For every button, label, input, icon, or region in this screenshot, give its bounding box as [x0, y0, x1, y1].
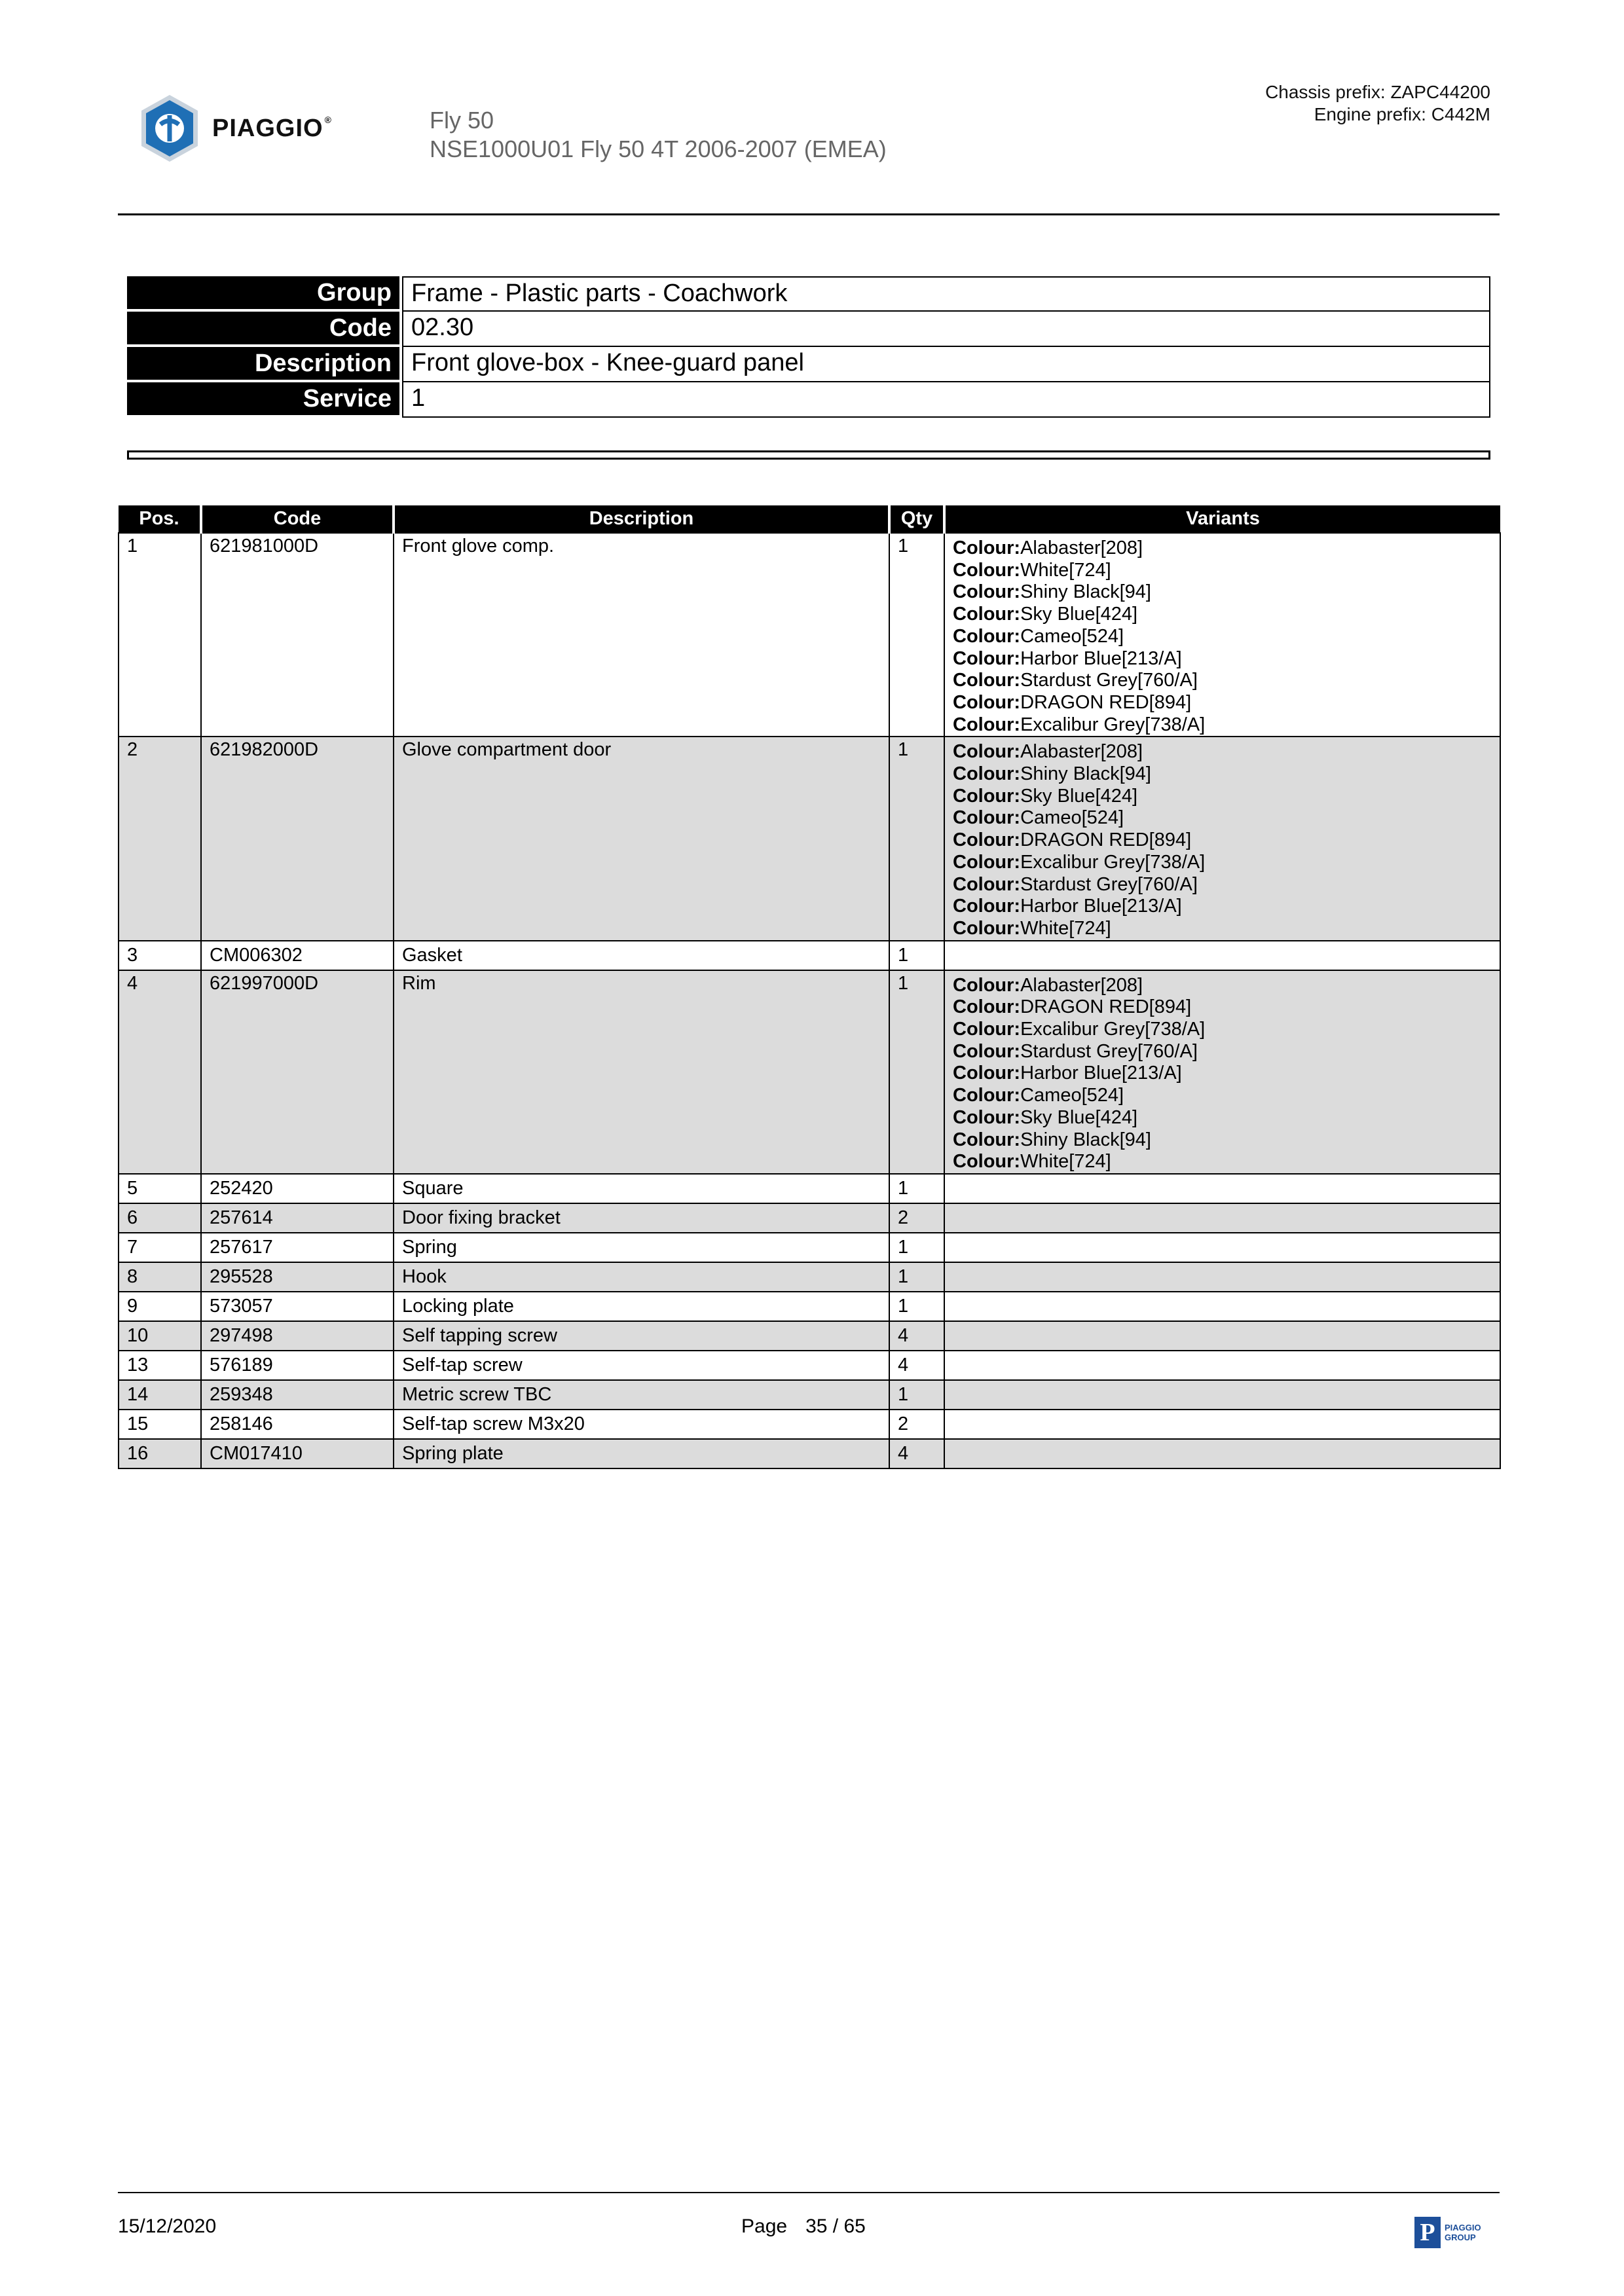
cell-pos: 5 — [119, 1174, 201, 1203]
variant-key: Colour: — [953, 647, 1021, 669]
cell-variants — [944, 1262, 1500, 1292]
variant-key: Colour: — [953, 896, 1021, 917]
variant-value: Stardust Grey[760/A] — [1020, 1040, 1198, 1062]
group-logo-line2: GROUP — [1445, 2232, 1476, 2242]
variant-line — [953, 670, 1500, 692]
variant-line — [953, 714, 1500, 737]
cell-code: 621981000D — [201, 533, 394, 737]
cell-code: 621982000D — [201, 737, 394, 940]
cell-code: 257614 — [201, 1203, 394, 1233]
variant-key: Colour: — [953, 1019, 1021, 1040]
variant-line — [953, 692, 1500, 714]
header-divider — [118, 213, 1500, 215]
variant-value: Harbor Blue[213/A] — [1020, 1063, 1182, 1084]
cell-pos: 3 — [119, 941, 201, 970]
table-row — [119, 941, 1500, 970]
cell-qty: 1 — [889, 970, 944, 1174]
variant-line — [953, 896, 1500, 918]
chassis-prefix: Chassis prefix: ZAPC44200 — [1265, 82, 1490, 102]
column-header-qty: Qty — [889, 505, 944, 533]
variant-key: Colour: — [953, 1040, 1021, 1062]
footer-divider — [118, 2192, 1500, 2193]
cell-code: 621997000D — [201, 970, 394, 1174]
variant-line — [953, 1107, 1500, 1129]
variant-key: Colour: — [953, 829, 1021, 851]
cell-variants — [944, 1174, 1500, 1203]
variant-value: Shiny Black[94] — [1020, 1129, 1151, 1150]
variant-key: Colour: — [953, 785, 1021, 807]
variant-value: Alabaster[208] — [1020, 538, 1143, 558]
info-row-service — [127, 382, 1490, 418]
page-number: 35 / 65 — [805, 2215, 866, 2237]
variant-value: Sky Blue[424] — [1020, 604, 1138, 625]
variant-line — [953, 1019, 1500, 1041]
cell-variants — [944, 1203, 1500, 1233]
variant-key: Colour: — [953, 741, 1021, 763]
variant-line — [953, 538, 1500, 560]
variant-value: Alabaster[208] — [1020, 974, 1143, 996]
variant-value: Cameo[524] — [1020, 807, 1124, 829]
cell-description: Hook — [394, 1262, 889, 1292]
variant-key: Colour: — [953, 714, 1021, 735]
piaggio-group-p-icon: P — [1414, 2217, 1441, 2248]
table-row — [119, 1351, 1500, 1380]
cell-code: CM017410 — [201, 1439, 394, 1468]
table-row — [119, 737, 1500, 940]
variant-line — [953, 786, 1500, 808]
variant-key: Colour: — [953, 625, 1021, 647]
cell-pos: 9 — [119, 1292, 201, 1321]
variant-key: Colour: — [953, 851, 1021, 873]
cell-description: Front glove comp. — [394, 533, 889, 737]
cell-variants — [944, 941, 1500, 970]
group-logo-line1: PIAGGIO — [1445, 2223, 1481, 2232]
variant-value: Sky Blue[424] — [1020, 1106, 1138, 1128]
variant-line — [953, 807, 1500, 829]
variant-line — [953, 918, 1500, 940]
cell-code: 259348 — [201, 1380, 394, 1410]
column-header-variants: Variants — [944, 505, 1500, 533]
cell-description: Spring — [394, 1233, 889, 1262]
variant-value: White[724] — [1020, 1151, 1111, 1173]
variant-line — [953, 581, 1500, 604]
variant-value: Stardust Grey[760/A] — [1020, 670, 1198, 691]
variant-key: Colour: — [953, 1063, 1021, 1084]
variant-key: Colour: — [953, 974, 1021, 996]
info-label: Code — [127, 312, 399, 347]
variant-key: Colour: — [953, 1151, 1021, 1173]
cell-code: 295528 — [201, 1262, 394, 1292]
info-row-group — [127, 276, 1490, 312]
cell-description: Self tapping screw — [394, 1321, 889, 1351]
cell-pos: 16 — [119, 1439, 201, 1468]
variant-line — [953, 648, 1500, 670]
table-row — [119, 1439, 1500, 1468]
info-row-code — [127, 312, 1490, 347]
cell-pos: 6 — [119, 1203, 201, 1233]
cell-code: CM006302 — [201, 941, 394, 970]
variant-line — [953, 560, 1500, 582]
variant-value: DRAGON RED[894] — [1020, 996, 1192, 1018]
variant-line — [953, 1041, 1500, 1063]
table-row — [119, 1380, 1500, 1410]
variant-line — [953, 741, 1500, 763]
cell-variants — [944, 1351, 1500, 1380]
cell-code: 258146 — [201, 1410, 394, 1439]
cell-variants — [944, 1292, 1500, 1321]
page-label: Page — [741, 2215, 788, 2237]
variant-line — [953, 975, 1500, 997]
cell-code: 252420 — [201, 1174, 394, 1203]
model-title — [430, 106, 887, 164]
variant-key: Colour: — [953, 873, 1021, 895]
cell-variants — [944, 1380, 1500, 1410]
variant-line — [953, 626, 1500, 648]
cell-qty: 2 — [889, 1203, 944, 1233]
cell-code: 297498 — [201, 1321, 394, 1351]
cell-variants — [944, 533, 1500, 737]
variant-value: Shiny Black[94] — [1020, 581, 1151, 603]
cell-qty: 2 — [889, 1410, 944, 1439]
cell-qty: 4 — [889, 1439, 944, 1468]
variant-value: Alabaster[208] — [1020, 741, 1143, 763]
variant-key: Colour: — [953, 691, 1021, 713]
cell-variants — [944, 1233, 1500, 1262]
variant-key: Colour: — [953, 670, 1021, 691]
variant-value: Stardust Grey[760/A] — [1020, 873, 1198, 895]
parts-table-body — [119, 533, 1500, 1468]
cell-pos: 4 — [119, 970, 201, 1174]
cell-variants — [944, 737, 1500, 940]
parts-table — [118, 505, 1501, 1469]
variant-value: Cameo[524] — [1020, 1085, 1124, 1106]
cell-pos: 1 — [119, 533, 201, 737]
cell-qty: 4 — [889, 1351, 944, 1380]
cell-variants — [944, 1321, 1500, 1351]
variant-value: White[724] — [1020, 917, 1111, 939]
cell-description: Spring plate — [394, 1439, 889, 1468]
model-code: NSE1000U01 Fly 50 4T 2006-2007 (EMEA) — [430, 136, 887, 162]
cell-qty: 1 — [889, 1292, 944, 1321]
cell-qty: 1 — [889, 1262, 944, 1292]
piaggio-logo — [139, 92, 348, 165]
info-row-description — [127, 347, 1490, 382]
info-value: Frame - Plastic parts - Coachwork — [402, 276, 1490, 312]
info-label: Group — [127, 276, 399, 312]
cell-qty: 1 — [889, 1380, 944, 1410]
table-row — [119, 1410, 1500, 1439]
variant-line — [953, 604, 1500, 626]
cell-description: Glove compartment door — [394, 737, 889, 940]
footer-page — [741, 2215, 866, 2238]
variant-key: Colour: — [953, 559, 1021, 581]
variant-value: Excalibur Grey[738/A] — [1020, 714, 1206, 735]
table-row — [119, 1203, 1500, 1233]
variant-value: Shiny Black[94] — [1020, 763, 1151, 785]
table-header-row — [119, 505, 1500, 533]
piaggio-group-text — [1445, 2223, 1481, 2242]
variant-key: Colour: — [953, 538, 1021, 558]
table-row — [119, 1292, 1500, 1321]
piaggio-group-logo — [1414, 2217, 1481, 2248]
variant-value: DRAGON RED[894] — [1020, 829, 1192, 851]
cell-variants — [944, 1439, 1500, 1468]
cell-code: 573057 — [201, 1292, 394, 1321]
cell-qty: 1 — [889, 1174, 944, 1203]
cell-description: Gasket — [394, 941, 889, 970]
cell-variants — [944, 1410, 1500, 1439]
cell-pos: 13 — [119, 1351, 201, 1380]
cell-qty: 1 — [889, 941, 944, 970]
cell-qty: 1 — [889, 737, 944, 940]
model-name: Fly 50 — [430, 107, 494, 134]
table-row — [119, 1174, 1500, 1203]
cell-description: Door fixing bracket — [394, 1203, 889, 1233]
variant-value: Sky Blue[424] — [1020, 785, 1138, 807]
variant-value: Cameo[524] — [1020, 625, 1124, 647]
variant-key: Colour: — [953, 763, 1021, 785]
cell-pos: 10 — [119, 1321, 201, 1351]
table-row — [119, 970, 1500, 1174]
table-row — [119, 1233, 1500, 1262]
cell-qty: 4 — [889, 1321, 944, 1351]
column-header-pos: Pos. — [119, 505, 201, 533]
variant-line — [953, 1151, 1500, 1173]
table-row — [119, 1262, 1500, 1292]
cell-pos: 8 — [119, 1262, 201, 1292]
section-divider-box — [127, 450, 1490, 460]
variant-key: Colour: — [953, 996, 1021, 1018]
cell-description: Rim — [394, 970, 889, 1174]
brand-name: PIAGGIO ® — [212, 114, 332, 142]
table-row — [119, 1321, 1500, 1351]
variant-line — [953, 763, 1500, 786]
group-info — [127, 276, 1490, 418]
prefix-block — [1265, 81, 1490, 126]
variant-line — [953, 852, 1500, 874]
info-label: Service — [127, 382, 399, 418]
cell-variants — [944, 970, 1500, 1174]
variant-line — [953, 1063, 1500, 1085]
variant-key: Colour: — [953, 1085, 1021, 1106]
column-header-description: Description — [394, 505, 889, 533]
cell-pos: 7 — [119, 1233, 201, 1262]
variant-value: Excalibur Grey[738/A] — [1020, 1019, 1206, 1040]
info-value: 02.30 — [402, 310, 1490, 347]
variant-value: DRAGON RED[894] — [1020, 691, 1192, 713]
cell-qty: 1 — [889, 533, 944, 737]
cell-description: Metric screw TBC — [394, 1380, 889, 1410]
footer-date: 15/12/2020 — [118, 2215, 217, 2237]
info-value: Front glove-box - Knee-guard panel — [402, 346, 1490, 382]
variant-value: White[724] — [1020, 559, 1111, 581]
cell-pos: 14 — [119, 1380, 201, 1410]
variant-line — [953, 874, 1500, 896]
engine-prefix: Engine prefix: C442M — [1314, 104, 1490, 124]
piaggio-shield-icon — [139, 94, 200, 163]
variant-line — [953, 829, 1500, 852]
info-label: Description — [127, 347, 399, 382]
column-header-code: Code — [201, 505, 394, 533]
variant-value: Harbor Blue[213/A] — [1020, 896, 1182, 917]
cell-qty: 1 — [889, 1233, 944, 1262]
cell-description: Self-tap screw — [394, 1351, 889, 1380]
variant-line — [953, 1129, 1500, 1152]
cell-description: Square — [394, 1174, 889, 1203]
variant-value: Harbor Blue[213/A] — [1020, 647, 1182, 669]
cell-description: Self-tap screw M3x20 — [394, 1410, 889, 1439]
variant-line — [953, 1085, 1500, 1107]
cell-code: 576189 — [201, 1351, 394, 1380]
cell-pos: 2 — [119, 737, 201, 940]
cell-pos: 15 — [119, 1410, 201, 1439]
variant-value: Excalibur Grey[738/A] — [1020, 851, 1206, 873]
variant-key: Colour: — [953, 1129, 1021, 1150]
table-row — [119, 533, 1500, 737]
variant-key: Colour: — [953, 807, 1021, 829]
cell-code: 257617 — [201, 1233, 394, 1262]
variant-key: Colour: — [953, 581, 1021, 603]
variant-line — [953, 996, 1500, 1019]
variant-key: Colour: — [953, 917, 1021, 939]
cell-description: Locking plate — [394, 1292, 889, 1321]
info-value: 1 — [402, 381, 1490, 418]
variant-key: Colour: — [953, 604, 1021, 625]
variant-key: Colour: — [953, 1106, 1021, 1128]
